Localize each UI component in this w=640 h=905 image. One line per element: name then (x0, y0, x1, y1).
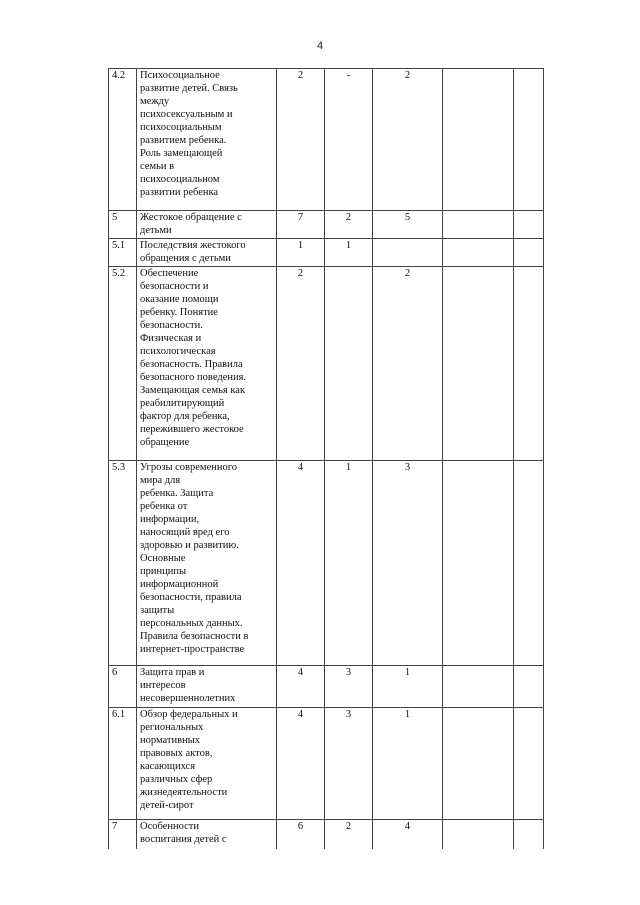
practice-hours-cell: 5 (373, 211, 443, 239)
practice-hours-cell: 2 (373, 267, 443, 461)
table-row (109, 461, 544, 666)
theory-hours-cell (325, 267, 373, 461)
row-number: 5.2 (109, 267, 137, 461)
practice-hours-cell (373, 239, 443, 267)
total-hours-cell: 6 (277, 820, 325, 850)
table-row (109, 69, 544, 211)
topic-cell: Особенности воспитания детей с (137, 820, 277, 850)
total-hours-cell: 4 (277, 708, 325, 820)
theory-hours-cell: 3 (325, 666, 373, 708)
topic-cell: Обеспечение безопасности и оказание помощи ребенку. Понятие безопасности. Физическая и психологическая безопасность. Правила безопасного поведения. Замещающая семья как реабилитирующий фактор для ребенка, пережившего жестокое обращение (137, 267, 277, 461)
empty-cell (514, 267, 544, 461)
practice-hours-cell: 1 (373, 666, 443, 708)
total-hours-cell: 2 (277, 69, 325, 211)
empty-cell (514, 69, 544, 211)
table-row (109, 820, 544, 850)
row-number: 7 (109, 820, 137, 850)
total-hours-cell: 4 (277, 461, 325, 666)
theory-hours-cell: 1 (325, 239, 373, 267)
total-hours-cell: 4 (277, 666, 325, 708)
total-hours-cell: 7 (277, 211, 325, 239)
row-number: 6.1 (109, 708, 137, 820)
empty-cell (514, 461, 544, 666)
theory-hours-cell: 2 (325, 211, 373, 239)
theory-hours-cell: - (325, 69, 373, 211)
empty-cell (443, 461, 514, 666)
theory-hours-cell: 2 (325, 820, 373, 850)
table-row (109, 708, 544, 820)
empty-cell (443, 239, 514, 267)
topic-cell: Последствия жестокого обращения с детьми (137, 239, 277, 267)
table-row (109, 267, 544, 461)
practice-hours-cell: 2 (373, 69, 443, 211)
topic-cell: Обзор федеральных и региональных нормативных правовых актов, касающихся различных сфер жизнедеятельности детей-сирот (137, 708, 277, 820)
empty-cell (443, 820, 514, 850)
empty-cell (443, 666, 514, 708)
theory-hours-cell: 1 (325, 461, 373, 666)
empty-cell (514, 708, 544, 820)
curriculum-table (108, 68, 544, 849)
total-hours-cell: 2 (277, 267, 325, 461)
total-hours-cell: 1 (277, 239, 325, 267)
empty-cell (443, 267, 514, 461)
topic-cell: Защита прав и интересов несовершеннолетних (137, 666, 277, 708)
empty-cell (514, 666, 544, 708)
row-number: 5.3 (109, 461, 137, 666)
topic-cell: Психосоциальное развитие детей. Связь между психосексуальным и психосоциальным развитием ребенка. Роль замещающей семьи в психосоциальном развитии ребенка (137, 69, 277, 211)
topic-cell: Жестокое обращение с детьми (137, 211, 277, 239)
page-number: 4 (316, 40, 324, 52)
practice-hours-cell: 4 (373, 820, 443, 850)
row-number: 5 (109, 211, 137, 239)
empty-cell (514, 211, 544, 239)
table-row (109, 666, 544, 708)
row-number: 4.2 (109, 69, 137, 211)
empty-cell (514, 239, 544, 267)
empty-cell (443, 708, 514, 820)
practice-hours-cell: 1 (373, 708, 443, 820)
empty-cell (443, 69, 514, 211)
theory-hours-cell: 3 (325, 708, 373, 820)
row-number: 5.1 (109, 239, 137, 267)
row-number: 6 (109, 666, 137, 708)
table-row (109, 211, 544, 239)
empty-cell (514, 820, 544, 850)
table-row (109, 239, 544, 267)
empty-cell (443, 211, 514, 239)
topic-cell: Угрозы современного мира для ребенка. Защита ребенка от информации, наносящий вред его здоровью и развитию. Основные принципы информационной безопасности, правила защиты персональных данных. Правила безопасности в интернет-пространстве (137, 461, 277, 666)
practice-hours-cell: 3 (373, 461, 443, 666)
